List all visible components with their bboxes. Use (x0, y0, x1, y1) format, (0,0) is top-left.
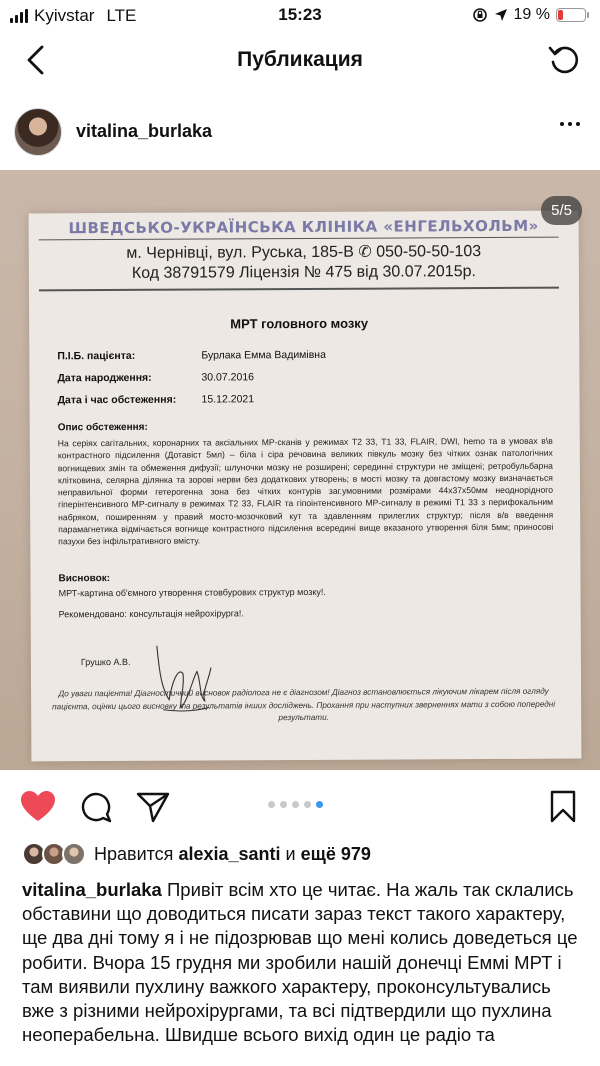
conclusion-title: Висновок: (58, 573, 111, 585)
avatar (62, 842, 86, 866)
description-title: Опис обстеження: (57, 421, 148, 434)
status-bar (0, 0, 600, 32)
like-heart-icon[interactable] (20, 790, 56, 824)
mri-report-document (29, 211, 582, 762)
share-send-icon[interactable] (136, 791, 170, 823)
carousel-indicator (268, 801, 323, 808)
clinic-name: ШВЕДСЬКО-УКРАЇНСЬКА КЛІНІКА «ЕНГЕЛЬХОЛЬМ» (68, 216, 539, 238)
conclusion-text: МРТ-картина об'ємного утворення стовбурових структур мозку!. (58, 586, 326, 599)
location-arrow-icon (494, 8, 508, 22)
status-right (472, 6, 586, 24)
likes-row (0, 840, 600, 870)
carousel-dot-active (316, 801, 323, 808)
carousel-dot (304, 801, 311, 808)
likes-connector: и (285, 844, 296, 864)
battery-percent: 19 % (513, 6, 550, 23)
action-bar (0, 780, 600, 834)
comment-icon[interactable] (80, 791, 112, 823)
clinic-address: м. Чернівці, вул. Руська, 185-В ✆ 050-50-50-103 (126, 243, 482, 262)
likes-text[interactable] (94, 844, 371, 865)
network-type: LTE (106, 6, 137, 25)
exam-date-value: 15.12.2021 (201, 393, 255, 406)
carousel-dot (268, 801, 275, 808)
doctor-name: Грушко А.В. (80, 656, 131, 668)
status-time: 15:23 (278, 5, 322, 24)
caption-username[interactable]: vitalina_burlaka (22, 879, 162, 900)
dob-label: Дата народження: (57, 371, 152, 385)
disclaimer-text: До уваги пацієнта! Діагностичний висновок радіолога не є діагнозом! Діагноз встановлюється лікуючим лікарем після огляду пацієнта, оцінки цього висновку та результатів інших досліджень. Прохання при наступних зверненнях мати з собою попередні результати. (52, 686, 556, 723)
likes-more[interactable]: ещё 979 (300, 844, 371, 864)
recommendation-text: Рекомендовано: консультація нейрохірурга!. (58, 608, 244, 620)
patient-value: Бурлака Емма Вадимівна (201, 348, 326, 362)
post-username[interactable]: vitalina_burlaka (76, 121, 213, 141)
slide-counter: 5/5 (541, 196, 582, 225)
document-title: МРТ головного мозку (230, 315, 369, 332)
caption-text: Привіт всім хто це читає. На жаль так склались обставини що доводиться писати зараз текст такого характеру, ще два дні тому я і не підозрював що мені колись доведеться це робити. Вчора 15 грудня ми зробили нашій донечці Еммі МРТ і там виявили пухлину важкого характеру, проконсультувались вже з різними нейрохірургами, та всі підтвердили що пухлина неоперабельна. Швидше всього вихід один це радіо та (22, 879, 578, 1046)
nav-bar (0, 36, 600, 86)
post-photo[interactable] (0, 170, 600, 770)
clinic-license: Код 38791579 Ліцензія № 475 від 30.07.2015р. (131, 263, 476, 282)
dob-value: 30.07.2016 (201, 371, 255, 384)
header-divider (39, 237, 559, 241)
post-header (0, 104, 600, 160)
carrier-name: Kyivstar (34, 6, 95, 25)
patient-label: П.І.Б. пацієнта: (57, 349, 136, 363)
header-divider-bottom (39, 287, 559, 291)
avatar[interactable] (14, 108, 62, 156)
description-text: На серіях сагітальних, коронарних та аксіальних МР-сканів у режимах Т2 33, Т1 33, FLAIR, DWI, hemo та в умовах в\в контрастного підсилення (Дотавіст 5мл) – біла і сіра речовина великих півкуль мозку без чітких ознак патологічних вогнищевих змін та обмеження дифузії; шлуночки мозку не розширені; серединні структури не зміщені; ретробульбарна клітковина, селярна ділянка та зорові нерви без додаткових утворень; в мості мозку та довгастому мозку визначається неправильної форми гетерогенна зона без чітких контурів заг.умовними розмірами 44х37х50мм неоднорідного гіперінтенсивного МР-сигналу в режимах Т2 33, FLAIR та гіпоінтенсивного МР-сигналу в режимі Т1 33 з перифокальним набряком, поширенням у правий мосто-мозочковий кут та здавленням прилеглих структур; після в/в введення парамагнетика відмічається вогнище контрастного підсилення всередині вище вказаного утворення біля 5мм; приносові пазухи без інфільтративного вмісту. (57, 435, 554, 547)
battery-icon (556, 8, 586, 22)
carousel-dot (280, 801, 287, 808)
screen-rotation-lock-icon (472, 7, 488, 23)
liker-avatars[interactable] (22, 842, 92, 868)
exam-date-label: Дата і час обстеження: (57, 393, 177, 407)
carousel-dot (292, 801, 299, 808)
battery-level (558, 10, 563, 20)
likes-user[interactable]: alexia_santi (178, 844, 281, 864)
likes-prefix: Нравится (94, 844, 174, 864)
refresh-icon[interactable] (546, 42, 582, 78)
more-options-icon[interactable] (560, 122, 580, 126)
page-title: Публикация (237, 48, 363, 71)
post-caption (22, 878, 582, 1047)
bookmark-icon[interactable] (549, 790, 577, 824)
